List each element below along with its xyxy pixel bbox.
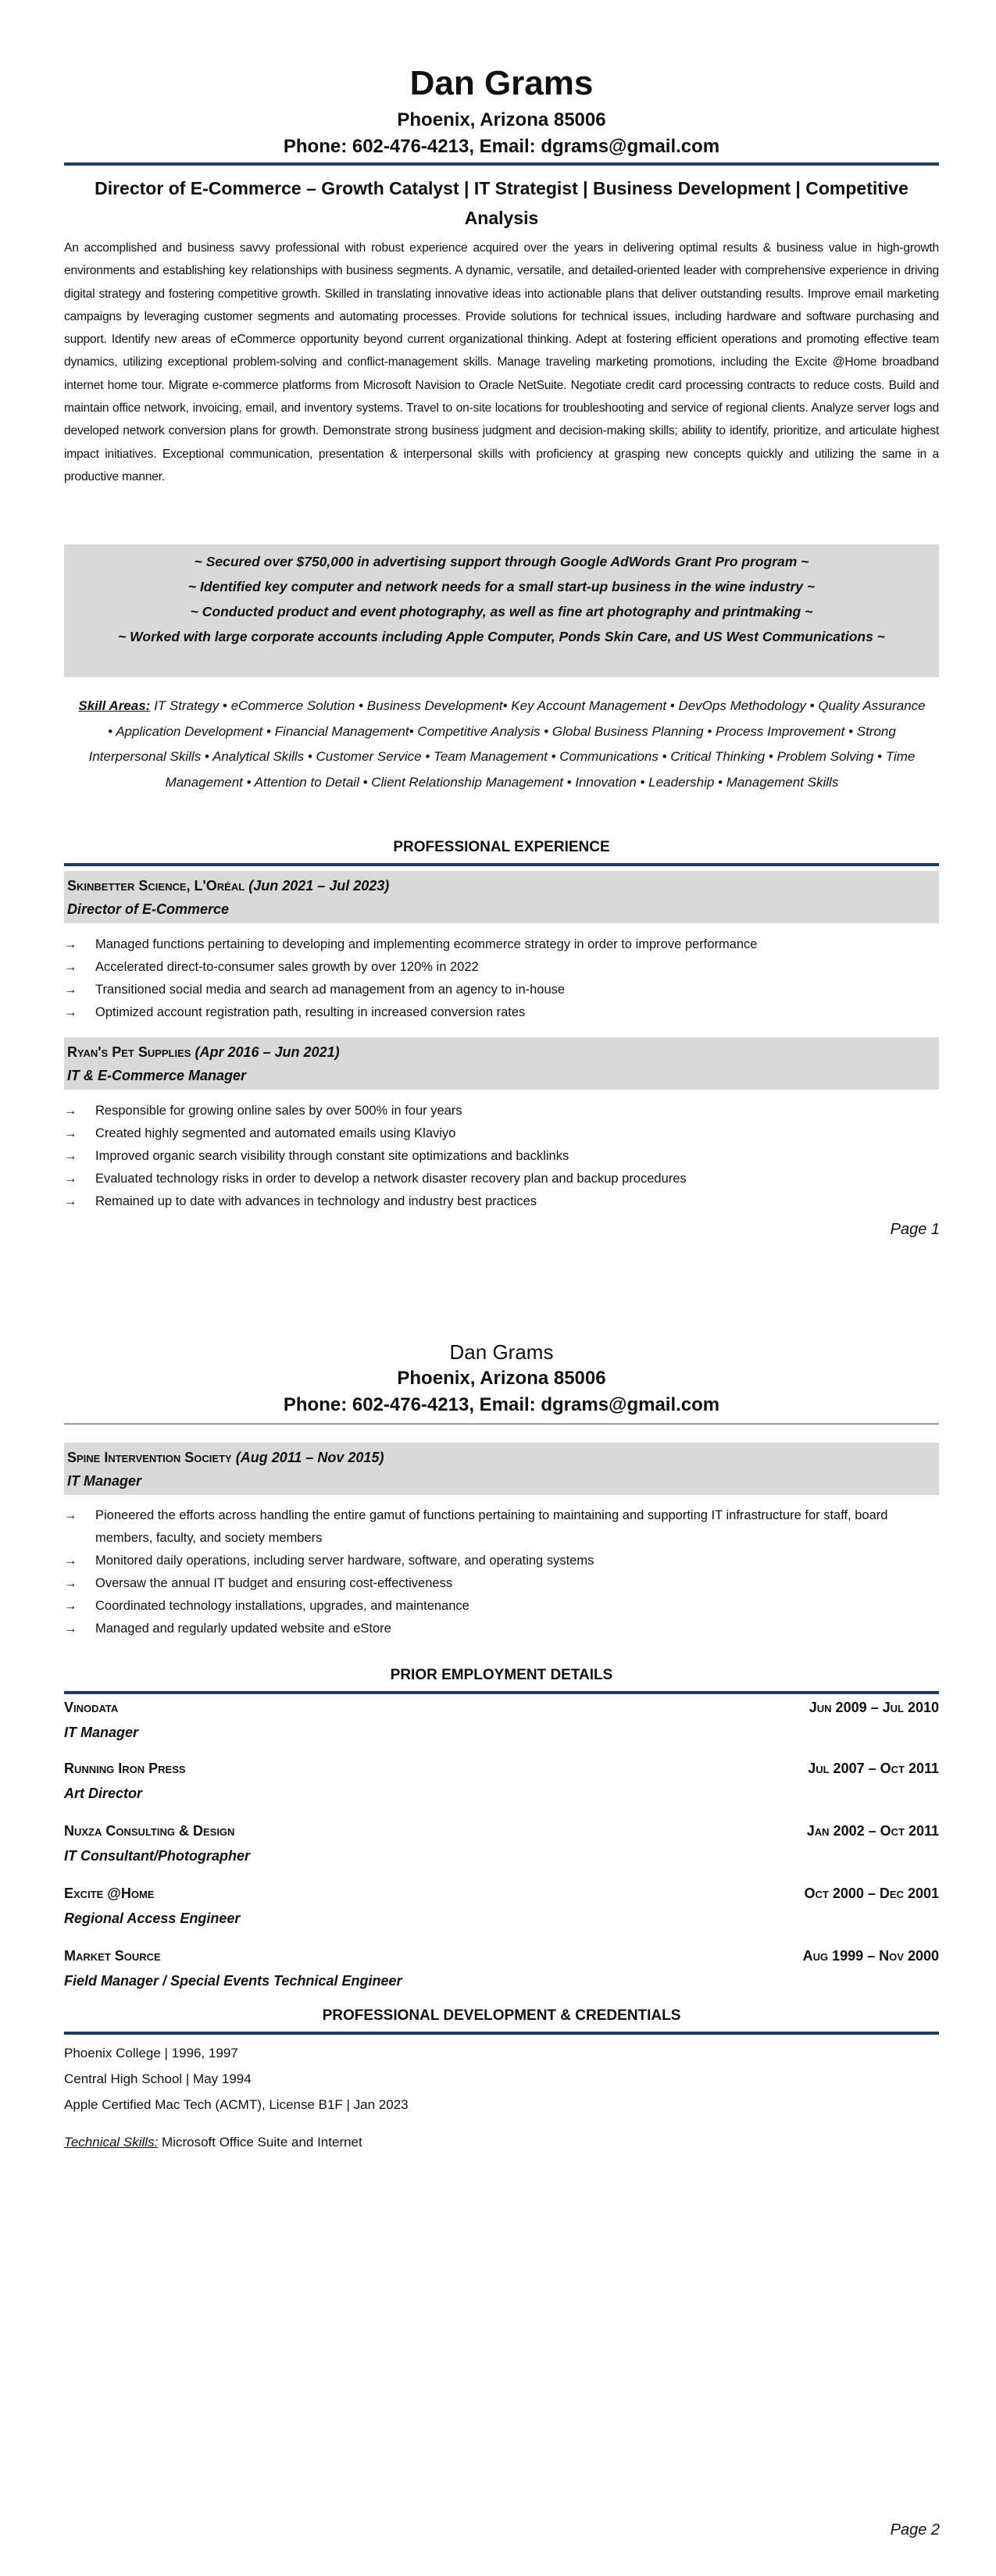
arrow-icon: → — [64, 983, 77, 997]
list-item — [64, 1001, 939, 1024]
job-role: Regional Access Engineer — [64, 1911, 241, 1926]
job-role: IT Manager — [67, 1473, 142, 1489]
highlights-box — [64, 544, 939, 677]
arrow-icon: → — [64, 1622, 77, 1636]
job-header — [64, 1037, 939, 1090]
bullet-text: Accelerated direct-to-consumer sales growth by over 120% in 2022 — [95, 960, 479, 974]
bullet-text: Monitored daily operations, including server hardware, software, and operating systems — [95, 1554, 594, 1568]
prior-job — [64, 1756, 939, 1806]
list-item — [64, 1168, 939, 1190]
prior-job — [64, 1881, 939, 1931]
bullet-text: Oversaw the annual IT budget and ensuring cost-effectiveness — [95, 1576, 453, 1590]
technical-skills — [64, 2129, 939, 2155]
section-title-experience: PROFESSIONAL EXPERIENCE — [393, 839, 610, 855]
section-divider — [64, 1691, 939, 1694]
highlight: ~ Identified key computer and network needs for a small start-up business in the wine industry ~ — [187, 579, 816, 594]
list-item — [64, 1550, 939, 1572]
location-page2: Phoenix, Arizona 85006 — [397, 1368, 606, 1389]
arrow-icon: → — [64, 1599, 77, 1613]
arrow-icon: → — [64, 1005, 77, 1019]
arrow-icon: → — [64, 1194, 77, 1208]
arrow-icon: → — [64, 1172, 77, 1186]
job-role: IT Manager — [64, 1725, 139, 1740]
bullet-text: Created highly segmented and automated emails using Klaviyo — [95, 1126, 456, 1140]
credentials-list — [64, 2040, 939, 2155]
highlight: ~ Secured over $750,000 in advertising support through Google AdWords Grant Pro program ~ — [194, 554, 809, 569]
technical-skills-value: Microsoft Office Suite and Internet — [158, 2135, 362, 2150]
job-role: Director of E-Commerce — [67, 901, 230, 917]
list-item — [64, 933, 939, 956]
job-bullets — [64, 1100, 939, 1213]
job-bullets — [64, 933, 939, 1024]
bullet-text: Evaluated technology risks in order to develop a network disaster recovery plan and backup procedures — [95, 1172, 687, 1186]
page-number: Page 2 — [890, 2521, 940, 2539]
job-dates: (Apr 2016 – Jun 2021) — [195, 1044, 340, 1060]
company-name: Excite @Home — [64, 1886, 155, 1901]
arrow-icon: → — [64, 1554, 77, 1568]
job-header — [64, 871, 939, 923]
section-title-credentials: PROFESSIONAL DEVELOPMENT & CREDENTIALS — [322, 2007, 681, 2024]
job-dates: Oct 2000 – Dec 2001 — [804, 1886, 939, 1901]
arrow-icon: → — [64, 1126, 77, 1140]
job-dates: Jul 2007 – Oct 2011 — [808, 1761, 939, 1776]
company-name: Ryan's Pet Supplies — [67, 1044, 191, 1060]
headline: Director of E-Commerce – Growth Catalyst | IT Strategist | Business Development | Competitive Analysis — [95, 178, 909, 228]
job-bullets — [64, 1504, 939, 1640]
section-divider — [64, 2032, 939, 2035]
technical-skills-label: Technical Skills: — [64, 2135, 159, 2150]
list-item — [64, 1190, 939, 1213]
bullet-text: Transitioned social media and search ad management from an agency to in-house — [95, 983, 566, 997]
prior-job — [64, 1943, 939, 1993]
prior-job — [64, 1695, 939, 1745]
arrow-icon: → — [64, 937, 77, 951]
job-dates: (Aug 2011 – Nov 2015) — [235, 1450, 384, 1465]
section-divider — [64, 863, 939, 866]
credential-item: Phoenix College | 1996, 1997 — [64, 2046, 238, 2060]
bullet-text: Improved organic search visibility through constant site optimizations and backlinks — [95, 1149, 569, 1163]
credential-item: Apple Certified Mac Tech (ACMT), License B1F | Jan 2023 — [64, 2097, 409, 2112]
job-header — [64, 1443, 939, 1495]
skill-areas-list: IT Strategy • eCommerce Solution • Business Development• Key Account Management • DevOps Methodology • Quality Assurance • Application Development • Financial Management• Competitive Analysis • Global Business Planning • Process Improvement • Strong Interpersonal Skills • Analytical Skills • Customer Service • Team Management • Communications • Critical Thinking • Problem Solving • Time Management • Attention to Detail • Client Relationship Management • Innovation • Leadership • Management Skills — [88, 698, 926, 790]
candidate-name: Dan Grams — [409, 64, 594, 102]
list-item — [64, 979, 939, 1001]
skill-areas — [78, 694, 926, 795]
bullet-text: Managed functions pertaining to developing and implementing ecommerce strategy in order to improve performance — [95, 937, 758, 951]
job-dates: (Jun 2021 – Jul 2023) — [248, 878, 390, 894]
list-item — [64, 1122, 939, 1145]
highlight: ~ Worked with large corporate accounts including Apple Computer, Ponds Skin Care, and US West Communications ~ — [118, 629, 885, 644]
bullet-text: Remained up to date with advances in technology and industry best practices — [95, 1194, 537, 1208]
skill-areas-label: Skill Areas: — [78, 698, 151, 713]
job-role: Art Director — [64, 1786, 143, 1801]
list-item — [64, 1145, 939, 1168]
bullet-text: Coordinated technology installations, upgrades, and maintenance — [95, 1599, 469, 1613]
job-dates: Jun 2009 – Jul 2010 — [809, 1700, 939, 1715]
company-name: Market Source — [64, 1948, 161, 1964]
header-divider-page2 — [64, 1423, 939, 1425]
job-dates: Jan 2002 – Oct 2011 — [806, 1823, 939, 1839]
bullet-text: Managed and regularly updated website and eStore — [95, 1622, 391, 1636]
list-item — [64, 1504, 939, 1550]
contact-info: Phone: 602-476-4213, Email: dgrams@gmail.com — [283, 136, 720, 157]
candidate-name-page2: Dan Grams — [449, 1340, 554, 1364]
list-item — [64, 1618, 939, 1640]
contact-info-page2: Phone: 602-476-4213, Email: dgrams@gmail.com — [283, 1394, 720, 1415]
company-name: Skinbetter Science, L'Oréal — [67, 878, 245, 894]
bullet-text: Optimized account registration path, resulting in increased conversion rates — [95, 1005, 526, 1019]
list-item — [64, 1100, 939, 1122]
header-divider — [64, 162, 939, 166]
section-title-prior: PRIOR EMPLOYMENT DETAILS — [390, 1667, 613, 1683]
company-name: Nuxza Consulting & Design — [64, 1823, 235, 1839]
job-role: Field Manager / Special Events Technical Engineer — [64, 1973, 402, 1989]
arrow-icon: → — [64, 1104, 77, 1118]
job-role: IT & E-Commerce Manager — [67, 1068, 247, 1083]
company-name: Running Iron Press — [64, 1761, 186, 1776]
summary: An accomplished and business savvy professional with robust experience acquired over the years in delivering optimal results & business value in high-growth environments and establishing key relationships with business segments. A dynamic, versatile, and detailed-oriented leader with comprehensive experience in driving digital strategy and fostering competitive growth. Skilled in translating innovative ideas into actionable plans that deliver outstanding results. Improve email marketing campaigns by leveraging customer segments and automating processes. Provide solutions for technical issues, including hardware and software purchasing and support. Identify new areas of eCommerce opportunity beyond current organizational thinking. Adept at fostering efficient operations and promoting effective team dynamics, utilizing exceptional problem-solving and conflict-management skills. Manage traveling marketing promotions, including the Excite @Home broadband internet home tour. Migrate e-commerce platforms from Microsoft Navision to Oracle NetSuite. Negotiate credit card processing contracts to reduce costs. Build and maintain office network, invoicing, email, and inventory systems. Travel to on-site locations for troubleshooting and service of regional clients. Analyze server logs and developed network conversion plans for growth. Demonstrate strong business judgment and decision-making skills; ability to identify, prioritize, and articulate highest impact initiatives. Exceptional communication, presentation & interpersonal skills with proficiency at grasping new concepts quickly and utilizing the same in a productive manner. — [64, 241, 939, 483]
list-item — [64, 1595, 939, 1618]
highlight: ~ Conducted product and event photography, as well as fine art photography and printmaking ~ — [190, 604, 813, 619]
prior-job — [64, 1818, 939, 1868]
list-item — [64, 956, 939, 979]
company-name: Vinodata — [64, 1700, 119, 1715]
company-name: Spine Intervention Society — [67, 1450, 232, 1465]
arrow-icon: → — [64, 960, 77, 974]
arrow-icon: → — [64, 1508, 77, 1522]
job-dates: Aug 1999 – Nov 2000 — [802, 1948, 939, 1964]
list-item — [64, 1572, 939, 1595]
location: Phoenix, Arizona 85006 — [397, 109, 606, 130]
arrow-icon: → — [64, 1149, 77, 1163]
page-number: Page 1 — [890, 1221, 940, 1238]
credential-item: Central High School | May 1994 — [64, 2071, 252, 2086]
bullet-text: Responsible for growing online sales by over 500% in four years — [95, 1104, 462, 1118]
job-role: IT Consultant/Photographer — [64, 1848, 250, 1864]
bullet-text: Pioneered the efforts across handling the entire gamut of functions pertaining to maintaining and supporting IT infrastructure for staff, board members, faculty, and society members — [95, 1508, 888, 1545]
arrow-icon: → — [64, 1576, 77, 1590]
